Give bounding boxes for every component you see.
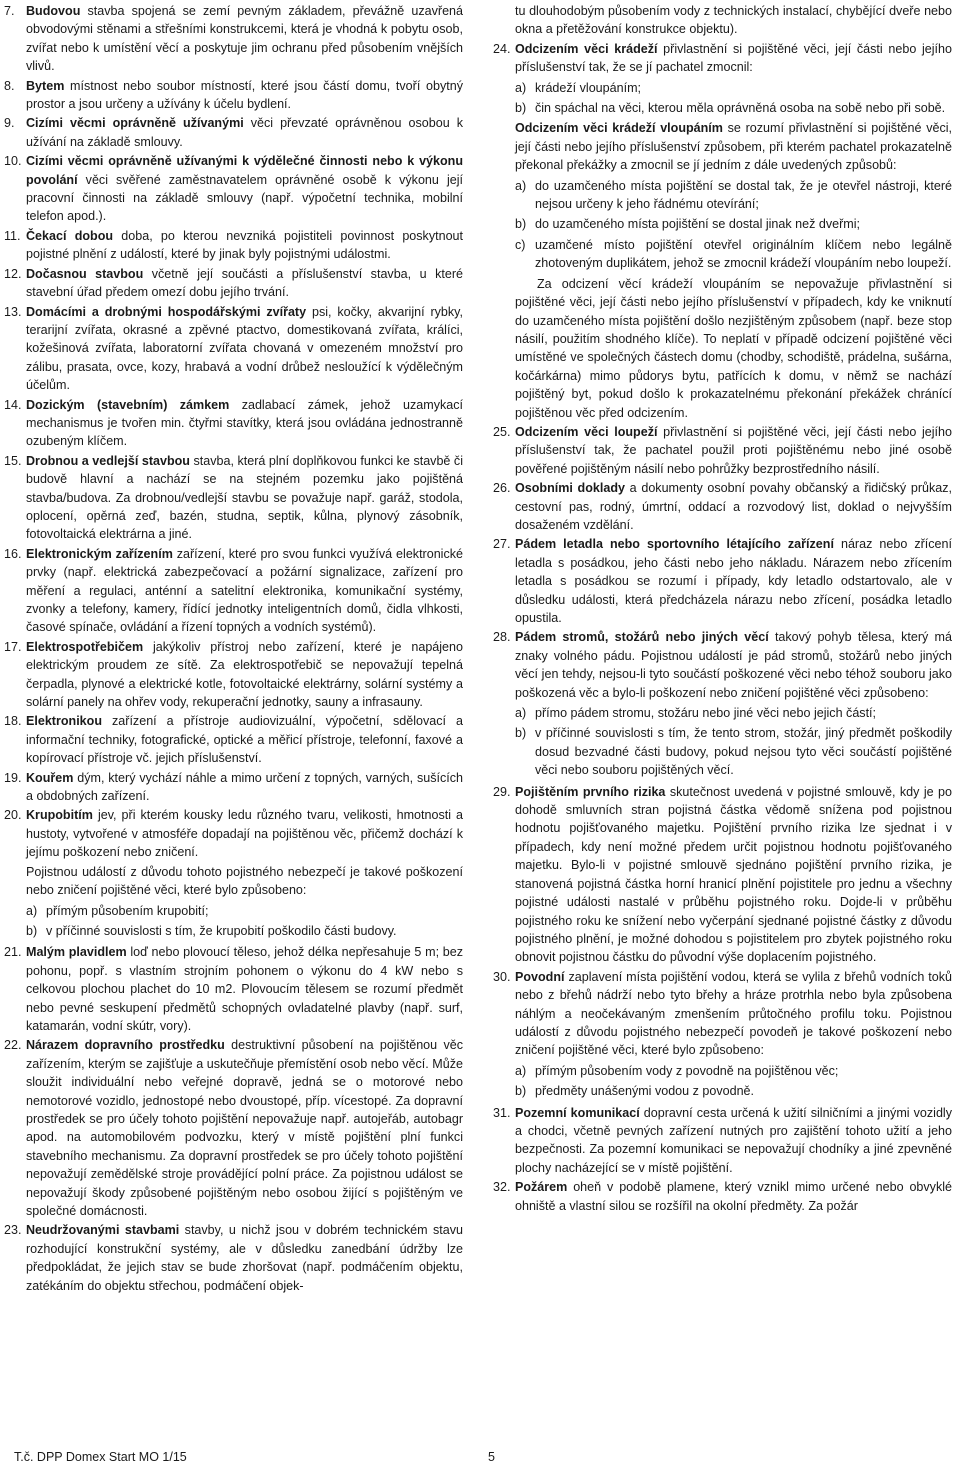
sub-item-letter: a) <box>515 178 527 193</box>
sub-item-text: předměty unášenými vodou z povodně. <box>535 1084 755 1099</box>
definition-text <box>26 452 463 544</box>
definition-term: Pádem letadla nebo sportovního létajícího zařízení <box>515 537 834 552</box>
definition-item <box>4 769 463 806</box>
definition-text <box>26 1036 463 1220</box>
definition-term: Krupobitím <box>26 808 93 823</box>
sub-item <box>515 704 952 722</box>
definition-term: Elektronikou <box>26 714 102 729</box>
definition-rest: místnost nebo soubor místností, které jsou částí domu, tvoří obytný prostor a jsou určeny a užívány k účelu bydlení. <box>26 78 463 112</box>
definition-number: 18. <box>4 714 22 729</box>
sub-item-letter: b) <box>26 923 38 938</box>
definition-text <box>26 638 463 712</box>
definition-number: 17. <box>4 639 22 654</box>
sub-item-letter: b) <box>515 101 527 116</box>
definition-text <box>26 806 463 861</box>
definition-text <box>26 396 463 451</box>
definition-item <box>4 545 463 637</box>
definition-rest: doba, po kterou nevzniká pojistiteli povinnost poskytnout pojistné plnění z událostí, které by jinak byly pojistnými událostmi. <box>26 228 464 262</box>
definition-body <box>26 396 463 451</box>
sub-item <box>515 79 952 97</box>
definition-number: 27. <box>493 537 511 552</box>
definition-term: Budovou <box>26 4 81 18</box>
definition-item <box>4 152 463 226</box>
definition-extra: Pojistnou událostí z důvodu tohoto pojistného nebezpečí je takové poškození nebo zničení pojištěné věci, které bylo způsobeno: <box>26 864 463 898</box>
definition-body <box>26 114 463 151</box>
definition-item <box>4 303 463 395</box>
document-code: T.č. DPP Domex Start MO 1/15 <box>14 1450 187 1464</box>
definition-number: 7. <box>4 4 15 18</box>
definition-term: Kouřem <box>26 770 74 785</box>
definition-body <box>515 783 952 967</box>
definition-body <box>515 1178 952 1215</box>
continued-text: tu dlouhodobým působením vody z technických instalací, chybějící dveře nebo okna a přetěžování konstrukce objektu). <box>515 4 952 37</box>
definition-number: 26. <box>493 481 511 496</box>
definition-term: Pozemní komunikací <box>515 1105 640 1120</box>
definition-term: Cizími věcmi oprávněně užívanými k výdělečné činnosti nebo k výkonu povolání <box>26 154 463 187</box>
definition-number: 9. <box>4 116 15 131</box>
sub-item-letter: a) <box>515 80 527 95</box>
definition-body <box>26 2 463 76</box>
definition-term: Neudržovanými stavbami <box>26 1223 180 1238</box>
definition-item <box>493 628 952 781</box>
definition-text <box>26 769 463 806</box>
definition-text <box>26 152 463 226</box>
definition-text <box>26 265 463 302</box>
definition-text <box>26 114 463 151</box>
definition-item <box>4 806 463 942</box>
definition-term: Pojištěním prvního rizika <box>515 784 666 799</box>
sub-item-letter: c) <box>515 237 526 252</box>
definition-number: 21. <box>4 945 22 960</box>
definition-body <box>26 1036 463 1220</box>
definition-item <box>4 265 463 302</box>
definition-number: 14. <box>4 397 22 412</box>
definition-number: 12. <box>4 266 22 281</box>
definition-term: Požárem <box>515 1180 568 1195</box>
definition-number: 10. <box>4 154 22 169</box>
definition-text <box>515 479 952 534</box>
definition-term: Malým plavidlem <box>26 945 127 960</box>
definition-rest: psi, kočky, akvarijní rybky, terarijní zvířata, okrasné a zpěvné ptactvo, domestikovaná zvířata, králíci, kožešinová zvířata, laboratorní zvířata chovaná v omezeném množství pro zálibu, prasata, ovce, kozy, hrabavá a vodní drůbež nesloužící k výdělečným účelům. <box>26 304 463 393</box>
definition-body <box>26 638 463 712</box>
sub-item-text: přímým působením krupobití; <box>46 903 209 918</box>
definition-body <box>26 545 463 637</box>
definition-text <box>26 712 463 767</box>
definition-number: 25. <box>493 424 511 439</box>
definition-body <box>515 1104 952 1178</box>
definition-rest: oheň v podobě plamene, který vznikl mimo určené nebo obvyklé ohniště a vlastní silou se rozšířil na okolní předměty. Za požár <box>515 1180 952 1213</box>
sub-item <box>515 177 952 214</box>
definition-text <box>26 227 463 264</box>
sub-item-text: do uzamčeného místa pojištění se dostal tak, že je otevřel nástroji, které nejsou určeny k jeho řádnému otevírání; <box>535 178 952 212</box>
definition-term: Domácími a drobnými hospodářskými zvířaty <box>26 304 307 319</box>
definition-rest: zadlabací zámek, jehož uzamykací mechanismus je tvořen min. čtyřmi stavítky, která jsou ovládána jednostranně ozubeným klíčem. <box>26 397 464 449</box>
definition-text <box>26 943 463 1035</box>
definition-rest: stavba spojená se zemí pevným základem, převážně uzavřená obvodovými stěnami a střešními konstrukcemi, která je vhodná k pobytu osob, zvířat nebo k umístění věcí a poskytuje jim ochranu před působením vnějších vlivů. <box>26 4 463 74</box>
definition-rest: se rozumí přivlastnění si pojištěné věci, její části nebo jejího příslušenství způsobem, při kterém pachatel prokazatelně překonal překážky a zmocnil se jí jedním z dále uvedených způsobů: <box>515 121 952 173</box>
definition-item <box>4 1221 463 1295</box>
definition-item <box>493 535 952 627</box>
definition-rest: loď nebo plovoucí těleso, jehož délka nepřesahuje 5 m; bez pohonu, popř. s vlastním strojním pohonem o výkonu do 4 kW nebo s celkovou plochou plachet do 10 m2. Plovoucím tělesem se rozumí předmět nebo pevné seskupení předmětů schopných ovladatelné plavby (např. surf, katamarán, vodní skútr, vory). <box>26 945 463 1033</box>
definition-rest: věci svěřené zaměstnavatelem oprávněné osobě k výkonu její pracovní činnosti na základě smlouvy (např. výpočetní technika, mobilní telefon apod.). <box>26 172 463 224</box>
definition-rest: náraz nebo zřícení letadla s posádkou, jeho části nebo jeho nákladu. Nárazem nebo zřícením letadla s posádkou se rozumí i případy, kdy letadlo odstartovalo, ale v důsledku události, která předcházela nárazu nebo zřícení, posádka letadlo opustila. <box>515 537 952 625</box>
sub-item <box>515 1082 952 1100</box>
definition-term: Elektronickým zařízením <box>26 546 173 561</box>
sub-item <box>26 922 463 940</box>
definition-text <box>26 1221 463 1295</box>
definition-number: 16. <box>4 546 22 561</box>
definition-term: Odcizením věci loupeží <box>515 424 658 439</box>
sub-item-letter: a) <box>515 1063 527 1078</box>
sub-item-text: v příčinné souvislosti s tím, že tento strom, stožár, jiný předmět poškodily dosud bezvadné části budovy, pokud nejsou tyto věci součástí pojištěné věci nebo souboru pojištěných věcí. <box>535 726 952 778</box>
definition-term: Nárazem dopravního prostředku <box>26 1038 225 1053</box>
definition-item <box>4 396 463 451</box>
definition-rest: stavba, která plní doplňkovou funkci ke stavbě či budově hlavní a nachází se na stejném pozemku jako pojištěná stavba/budova. Za drobnou/vedlejší stavbu se považuje např. garáž, stodola, oplocení, opěrná zeď, bazén, studna, septik, kůlna, plynový zásobník, fotovoltaická elektrárna a jiné. <box>26 453 463 542</box>
sub-item <box>515 1062 952 1080</box>
definition-rest: zařízení, které pro svou funkci využívá elektronické prvky (např. elektrická zabezpečovací a požární signalizace, zařízení pro měření a regulaci, anténní a satelitní elektronika, komunikační systémy, zvonky a telefony, kamery, řídící jednotky inteligentních domů, čidla vlhkosti, časové spínače, ovládání a řízení topných a vodních systémů). <box>26 546 463 635</box>
definition-rest: destruktivní působení na pojištěnou věc zařízením, kterým se zajišťuje a uskutečňuje přemístění osob nebo věcí. Může sloužit individuální nebo veřejné dopravě, jedná se o motorové nebo nemotorové vozidlo, jednostopé nebo dvoustopé, příp. vícestopé. Za dopravní prostředek se pro účely tohoto pojištění nepovažuje např. autojeřáb, autobagr apod. na automobilovém podvozku, který v místě pojištění plní funkci stavebního mechanismu. Za dopravní prostředek se pro účely tohoto pojištění nepovažují zemědělské stroje provádějící polní práce. Za pojistnou událost se nepovažují škody způsobené pojištěným nebo osobou žijící s pojištěným ve společné domácnosti. <box>26 1038 464 1218</box>
definition-number: 19. <box>4 770 22 785</box>
definition-text <box>26 545 463 637</box>
definition-body <box>515 628 952 781</box>
sub-item-text: krádeží vloupáním; <box>535 80 642 95</box>
definition-term: Bytem <box>26 78 65 93</box>
definition-number: 31. <box>493 1105 511 1120</box>
definition-text <box>515 1104 952 1178</box>
definition-text <box>515 1178 952 1215</box>
definition-body <box>26 806 463 942</box>
definition-body <box>26 1221 463 1295</box>
definition-number: 22. <box>4 1038 22 1053</box>
definition-rest: dopravní cesta určená k užití silničními a jinými vozidly a chodci, včetně pevných zařízení nutných pro zajištění tohoto užití a jeho bezpečnosti. Za pozemní komunikaci se nepovažují chodníky a jiné zpevněné plochy nacházející se v místě pojištění. <box>515 1105 952 1175</box>
definition-item <box>4 2 463 76</box>
definition-body <box>515 423 952 478</box>
definition-item <box>493 1104 952 1178</box>
definition-term: Elektrospotřebičem <box>26 639 144 654</box>
definition-item <box>4 1036 463 1220</box>
right-column <box>493 2 952 1296</box>
definition-number: 15. <box>4 453 22 468</box>
definition-rest: věci převzaté oprávněnou osobou k užívání na základě smlouvy. <box>26 116 463 149</box>
definition-number: 23. <box>4 1223 22 1238</box>
definition-term: Odcizením věci krádeží <box>515 41 658 56</box>
definition-extra <box>515 119 952 174</box>
definition-term: Cizími věcmi oprávněně užívanými <box>26 116 244 131</box>
definition-number: 29. <box>493 784 511 799</box>
definition-body <box>515 479 952 534</box>
definition-term: Odcizením věci krádeží vloupáním <box>515 121 723 136</box>
sub-item-text: do uzamčeného místa pojištění se dostal jinak než dveřmi; <box>535 217 860 232</box>
definition-number: 28. <box>493 630 511 645</box>
definition-term: Dozickým (stavebním) zámkem <box>26 397 230 412</box>
page-footer <box>14 1450 946 1464</box>
definition-number: 32. <box>493 1180 511 1195</box>
definition-body <box>515 40 952 422</box>
definition-rest: stavby, u nichž jsou v dobrém technickém stavu rozhodující konstrukční systémy, ale v důsledku zanedbání údržby lze předpokládat, že jejich stav se bude zhoršovat (např. podmáčením objektu, zatékáním do objektu střechou, podmáčení objek- <box>26 1223 463 1293</box>
definition-term: Pádem stromů, stožárů nebo jiných věcí <box>515 630 769 645</box>
definition-body <box>26 152 463 226</box>
sub-item <box>515 215 952 233</box>
definition-text <box>26 2 463 76</box>
left-column <box>4 2 463 1296</box>
definition-item <box>493 1178 952 1215</box>
sub-item-letter: a) <box>26 903 38 918</box>
definition-item <box>4 77 463 114</box>
definition-body <box>26 77 463 114</box>
definition-number: 24. <box>493 41 511 56</box>
two-column-layout <box>4 2 952 1296</box>
definition-item <box>4 227 463 264</box>
definition-rest: včetně její součásti a příslušenství stavba, u které stavební úřad předem omezí dobu jejího trvání. <box>26 266 464 300</box>
definition-rest: zařízení a přístroje audiovizuální, výpočetní, sdělovací a informační techniky, fotografické, optické a měřicí přístroje, telefonní, faxové a kopírovací přístroje vč. jejich příslušenství. <box>26 714 463 766</box>
sub-item <box>515 724 952 779</box>
definition-text <box>26 303 463 395</box>
definition-item <box>493 783 952 967</box>
sub-item-text: přímo pádem stromu, stožáru nebo jiné věci nebo jejich částí; <box>535 706 877 721</box>
definition-body <box>26 227 463 264</box>
definition-text <box>515 783 952 967</box>
definition-term: Osobními doklady <box>515 481 625 496</box>
definition-rest: dým, který vychází náhle a mimo určení z topných, varných, sušících a obdobných zařízení. <box>26 770 463 804</box>
definition-body <box>26 712 463 767</box>
sub-item <box>26 902 463 920</box>
definition-item <box>493 40 952 422</box>
definition-term: Dočasnou stavbou <box>26 266 144 281</box>
sub-item <box>515 236 952 273</box>
sub-item-text: čin spáchal na věci, kterou měla oprávněná osoba na sobě nebo při sobě. <box>535 101 946 116</box>
definition-rest: přivlastnění si pojištěné věci, její části nebo jejího příslušenství tak, že pachatel použil proti pojištěnému nebo jiné osobě pověřené pojištěným násilí nebo pohrůžky bezprostředního násilí. <box>515 424 952 476</box>
sub-item-text: v příčinné souvislosti s tím, že krupobití poškodilo části budovy. <box>46 923 397 938</box>
sub-item-letter: b) <box>515 1084 527 1099</box>
definition-body <box>26 452 463 544</box>
definition-extra: Za odcizení věcí krádeží vloupáním se nepovažuje přivlastnění si pojištěné věci, její části nebo jejího příslušenství v případech, kdy ke vniknutí do uzamčeného místa pojištění došlo nezjištěným způsobem (např. beze stop násilí, použitím shodného klíče). To neplatí v případě odcizení pojištěné věci umístěné ve společných částech domu (chodby, schodiště, prádelna, sušárna, kočárkárna) mimo půdorys bytu, patřících k domu, v němž se nachází pojištěný byt, pokud došlo k prokazatelnému překonání překážek chránící pojištěnou věc před odcizením. <box>515 276 952 420</box>
definition-item <box>493 423 952 478</box>
page-number: 5 <box>488 1450 495 1464</box>
definition-body <box>515 968 952 1103</box>
definition-rest: jev, při kterém kousky ledu různého tvaru, velikosti, hmotnosti a hustoty, vytvořené v atmosféře dopadají na pojištěnou věc, přičemž dochází k jejímu poškození nebo zničení. <box>26 808 463 860</box>
definition-text <box>515 628 952 702</box>
definition-item <box>4 452 463 544</box>
definition-rest: skutečnost uvedená v pojistné smlouvě, kdy je po dohodě smluvních stran pojistná částka vědomě snížena pod pojistnou hodnotu pojišťovaného majetku. Pojištění prvního rizika lze sjednat i v případech, kdy není možné předem určit pojistnou hodnotu pojišťovaného majetku. Bylo-li v pojistné smlouvě sjednáno pojištění prvního rizika, je stanovená pojistná částka horní hranicí plnění pojistitele pro jednu a všechny pojistné události nastalé v průběhu pojistného roku. Dojde-li v průběhu pojistného roku ke snížení nebo vyčerpání sjednané pojistné částky z důvodu pojistného plnění, je možné dohodou s pojistitelem pro zbytek pojistného roku obnovit pojistnou částku do původní výše doplacením pojistného. <box>515 784 952 965</box>
definition-rest: zaplavení místa pojištění vodou, která se vylila z břehů vodních toků nebo z břehů nádrží nebo tyto břehy a hráze protrhla nebo byla způsobena náhlým a neočekávaným zmenšením průtočného profilu toku. Pojistnou událostí z důvodu pojistného nebezpečí povodeň je takové poškození nebo zničení pojištěné věci, které bylo způsobeno: <box>515 969 952 1058</box>
definition-number: 13. <box>4 304 22 319</box>
definition-term: Drobnou a vedlejší stavbou <box>26 453 190 468</box>
definition-rest: a dokumenty osobní povahy občanský a řidičský průkaz, cestovní pas, rodný, úmrtní, oddací a rozvodový list, doklad o nejvyšším dosaženém vzdělání. <box>515 481 952 532</box>
definition-body <box>26 303 463 395</box>
definition-item <box>493 968 952 1103</box>
definition-body <box>515 535 952 627</box>
definition-text <box>515 423 952 478</box>
definition-text <box>515 968 952 1060</box>
definition-text <box>26 77 463 114</box>
definition-number: 20. <box>4 808 22 823</box>
definition-body <box>26 769 463 806</box>
sub-item-text: přímým působením vody z povodně na pojištěnou věc; <box>535 1063 839 1078</box>
definition-rest: takový pohyb tělesa, který má znaky volného pádu. Pojistnou událostí je pád stromů, stožárů nebo jiných věcí jen tehdy, nejsou-li tyto součástí poškozené věci nebo téhož souboru jako poškozená věc a bylo-li poškození nebo zničení pojištěné věci způsobeno: <box>515 630 952 700</box>
definition-number: 30. <box>493 969 511 984</box>
definition-term: Povodní <box>515 969 565 984</box>
definition-term: Čekací dobou <box>26 228 114 243</box>
definition-item <box>493 479 952 534</box>
definition-body <box>26 943 463 1035</box>
definition-body <box>26 265 463 302</box>
definition-item <box>4 638 463 712</box>
definition-number: 11. <box>4 228 21 243</box>
definition-rest: přivlastnění si pojištěné věci, její části nebo jejího příslušenství tak, že se jí pachatel zmocnil: <box>515 41 952 75</box>
definition-item <box>4 943 463 1035</box>
sub-item-letter: a) <box>515 706 527 721</box>
definition-rest: jakýkoliv přístroj nebo zařízení, které je napájeno elektrickým proudem ze sítě. Za elektrospotřebič se nepovažují tepelná čerpadla, plynové a elektrické kotle, fotovoltaické elektrárny, solární systémy a solární panely na ohřev vody, rekuperační jednotky, sauny a infrasauny. <box>26 639 463 710</box>
definition-number: 8. <box>4 78 15 93</box>
definition-item <box>4 114 463 151</box>
sub-item-letter: b) <box>515 726 527 741</box>
sub-item-text: uzamčené místo pojištění otevřel originálním klíčem nebo legálně zhotoveným duplikátem, jehož se zmocnil krádeží vloupáním nebo loupeží. <box>535 237 952 271</box>
definition-item <box>4 712 463 767</box>
sub-item <box>515 99 952 117</box>
sub-item-letter: b) <box>515 217 527 232</box>
definition-text <box>515 535 952 627</box>
definition-text <box>515 40 952 77</box>
